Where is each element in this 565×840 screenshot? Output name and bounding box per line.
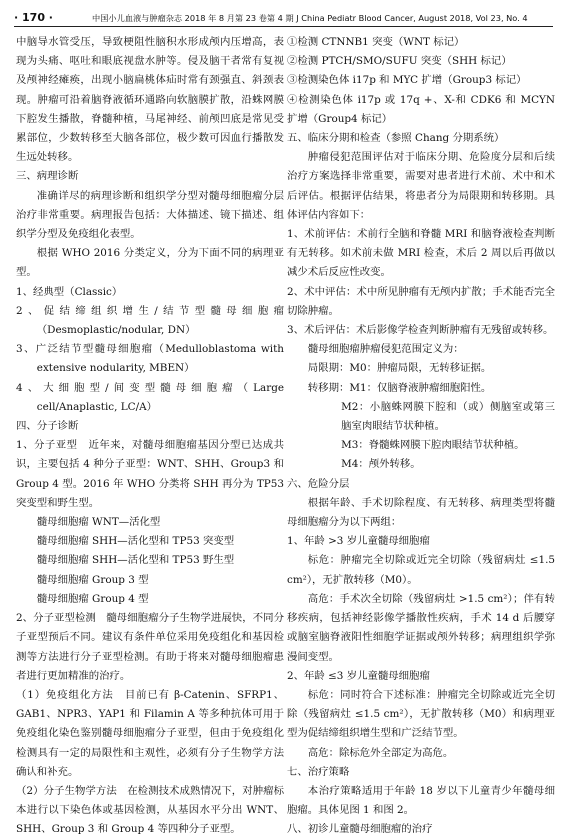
right-column xyxy=(287,33,555,836)
right-paragraph: 1、年龄 >3 岁儿童髓母细胞瘤 xyxy=(287,535,430,548)
left-paragraph: （2）分子生物学方法 在检测技术成熟情况下，对肿瘤标本进行以下染色体或基因检测，从基因水平分出 WNT、SHH、Group 3 和 Group 4 等四种分子亚型。 xyxy=(16,784,284,836)
right-paragraph: 2、术中评估：术中所见肿瘤有无颅内扩散；手术能否完全切除肿瘤。 xyxy=(287,285,555,317)
left-paragraph: 中脑导水管受压，导致梗阻性脑积水形成颅内压增高，表现为头痛、呕吐和眼底视盘水肿等。侵及脑干者常有复视及颅神经瘫痪，出现小脑扁桃体疝时常有颈强直、斜颈表现。肿瘤可沿着脑脊液循环通路向软脑膜扩散，沿蛛网膜下腔发生播散，脊髓种植，马尾神经、前颅凹底是常见受累部位，少数转移至大脑各部位，极少数可因血行播散发生远处转移。 xyxy=(16,36,284,164)
left-paragraph: 髓母细胞瘤 WNT—活化型 xyxy=(36,516,161,529)
left-paragraph: 根据 WHO 2016 分类定义，分为下面不同的病理亚型。 xyxy=(16,247,284,279)
left-paragraph: 2、分子亚型检测 髓母细胞瘤分子生物学进展快，不同分子亚型预后不同。建议有条件单位采用免疫组化和基因检测等方法进行分子亚型检测。有助于将来对髓母细胞瘤患者进行更加精准的治疗。 xyxy=(16,612,284,682)
left-paragraph: 3、广泛结节型髓母细胞瘤（Medulloblastoma with extensive nodularity, MBEN） xyxy=(16,343,284,375)
right-paragraph: ③检测染色体 i17p 和 MYC 扩增（Group3 标记） xyxy=(287,74,527,87)
journal-citation: 中国小儿血液与肿瘤杂志 2018 年 8 月第 23 卷第 4 期 J China Pediatr Blood Cancer, August 2018, Vol 23, No. 4 xyxy=(92,13,528,23)
right-paragraph: 1、术前评估：术前行全脑和脊髓 MRI 和脑脊液检查判断有无转移。如术前未做 MRI 检查，术后 2 周以后再做以减少术后反应性改变。 xyxy=(287,228,555,279)
right-paragraph: ②检测 PTCH/SMO/SUFU 突变（SHH 标记） xyxy=(287,55,512,68)
right-paragraph: 高危：除标危外全部定为高危。 xyxy=(307,746,454,759)
right-paragraph: 3、术后评估：术后影像学检查判断肿瘤有无残留或转移。 xyxy=(287,324,554,337)
right-paragraph: 八、初诊儿童髓母细胞瘤的治疗 xyxy=(287,823,433,836)
right-paragraph: M3：脊髓蛛网膜下腔肉眼结节状种植。 xyxy=(341,439,525,452)
right-paragraph: 六、危险分层 xyxy=(287,477,350,490)
left-paragraph: 髓母细胞瘤 Group 4 型 xyxy=(36,592,149,605)
left-paragraph: 准确详尽的病理诊断和组织学分型对髓母细胞瘤分层治疗非常重要。病理报告包括：大体描述、镜下描述、组织学分型及免疫组化表型。 xyxy=(16,189,284,241)
right-paragraph: 高危：手术次全切除（残留病灶 >1.5 cm²）；伴有转移疾病，包括神经影像学播散性疾病，手术 14 d 后腰穿或脑室脑脊液阳性细胞学证据或颅外转移；病理组织学弥漫间变型。 xyxy=(287,592,555,663)
left-paragraph: 髓母细胞瘤 Group 3 型 xyxy=(36,573,149,586)
right-paragraph: 局限期：M0：肿瘤局限，无转移证据。 xyxy=(307,362,492,375)
right-paragraph: 本治疗策略适用于年龄 18 岁以下儿童青少年髓母细胞瘤。具体见图 1 和图 2。 xyxy=(287,784,555,817)
right-paragraph: 标危：同时符合下述标准：肿瘤完全切除或近完全切除（残留病灶 ≤1.5 cm²），无扩散转移（M0）和病理亚型为促结缔组织增生型和广泛结节型。 xyxy=(287,688,555,740)
right-paragraph: 根据年龄、手术切除程度、有无转移、病理类型将髓母细胞瘤分为以下两组： xyxy=(287,496,555,529)
right-paragraph: ①检测 CTNNB1 突变（WNT 标记） xyxy=(287,36,465,48)
right-paragraph: M2：小脑蛛网膜下腔和（或）侧脑室或第三脑室肉眼结节状种植。 xyxy=(341,400,555,433)
right-paragraph: 髓母细胞瘤肿瘤侵犯范围定义为： xyxy=(307,343,464,356)
right-paragraph: 肿瘤侵犯范围评估对于临床分期、危险度分层和后续治疗方案选择非常重要，需要对患者进行术前、术中和术后评估。根据评估结果，将患者分为局限期和转移期。具体评估内容如下： xyxy=(287,151,555,221)
right-paragraph: 五、临床分期和检查（参照 Chang 分期系统） xyxy=(287,132,505,145)
left-column xyxy=(16,33,284,836)
left-paragraph: 4、大细胞型/间变型髓母细胞瘤（Large cell/Anaplastic, LC/A） xyxy=(16,381,284,413)
left-paragraph: 髓母细胞瘤 SHH—活化型和 TP53 野生型 xyxy=(36,554,235,567)
left-paragraph: 1、经典型（Classic） xyxy=(16,285,123,298)
running-header xyxy=(14,8,553,27)
right-paragraph: ④检测染色体 i17p 或 17q +、X-和 CDK6 和 MCYN 扩增（Group4 标记） xyxy=(287,93,555,125)
left-paragraph: （1）免疫组化方法 目前已有 β-Catenin、SFRP1、GAB1、NPR3、YAP1 和 Filamin A 等多种抗体可用于免疫组化染色鉴别髓母细胞瘤分子亚型，但由于免疫组化检测具有一定的局限性和主观性，必须有分子生物学方法确认和补充。 xyxy=(16,688,284,778)
right-paragraph: 七、治疗策略 xyxy=(287,765,350,778)
right-paragraph: 标危：肿瘤完全切除或近完全切除（残留病灶 ≤1.5 cm²），无扩散转移（M0）。 xyxy=(287,554,555,586)
left-paragraph: 三、病理诊断 xyxy=(16,170,79,183)
right-paragraph: 2、年龄 ≤3 岁儿童髓母细胞瘤 xyxy=(287,669,430,682)
page-number: · 170 · xyxy=(14,11,53,24)
left-paragraph: 2、促结缔组织增生/结节型髓母细胞瘤（Desmoplastic/nodular, DN） xyxy=(16,304,284,337)
left-paragraph: 1、分子亚型 近年来，对髓母细胞瘤基因分型已达成共识，主要包括 4 种分子亚型：WNT、SHH、Group3 和 Group 4 型。2016 年 WHO 分类将 SHH 再分为 TP53 突变型和野生型。 xyxy=(16,439,284,509)
right-paragraph: M4：颅外转移。 xyxy=(341,458,421,471)
left-paragraph: 髓母细胞瘤 SHH—活化型和 TP53 突变型 xyxy=(36,535,235,548)
left-paragraph: 四、分子诊断 xyxy=(16,420,79,433)
right-paragraph: 转移期：M1：仅脑脊液肿瘤细胞阳性。 xyxy=(307,381,492,394)
